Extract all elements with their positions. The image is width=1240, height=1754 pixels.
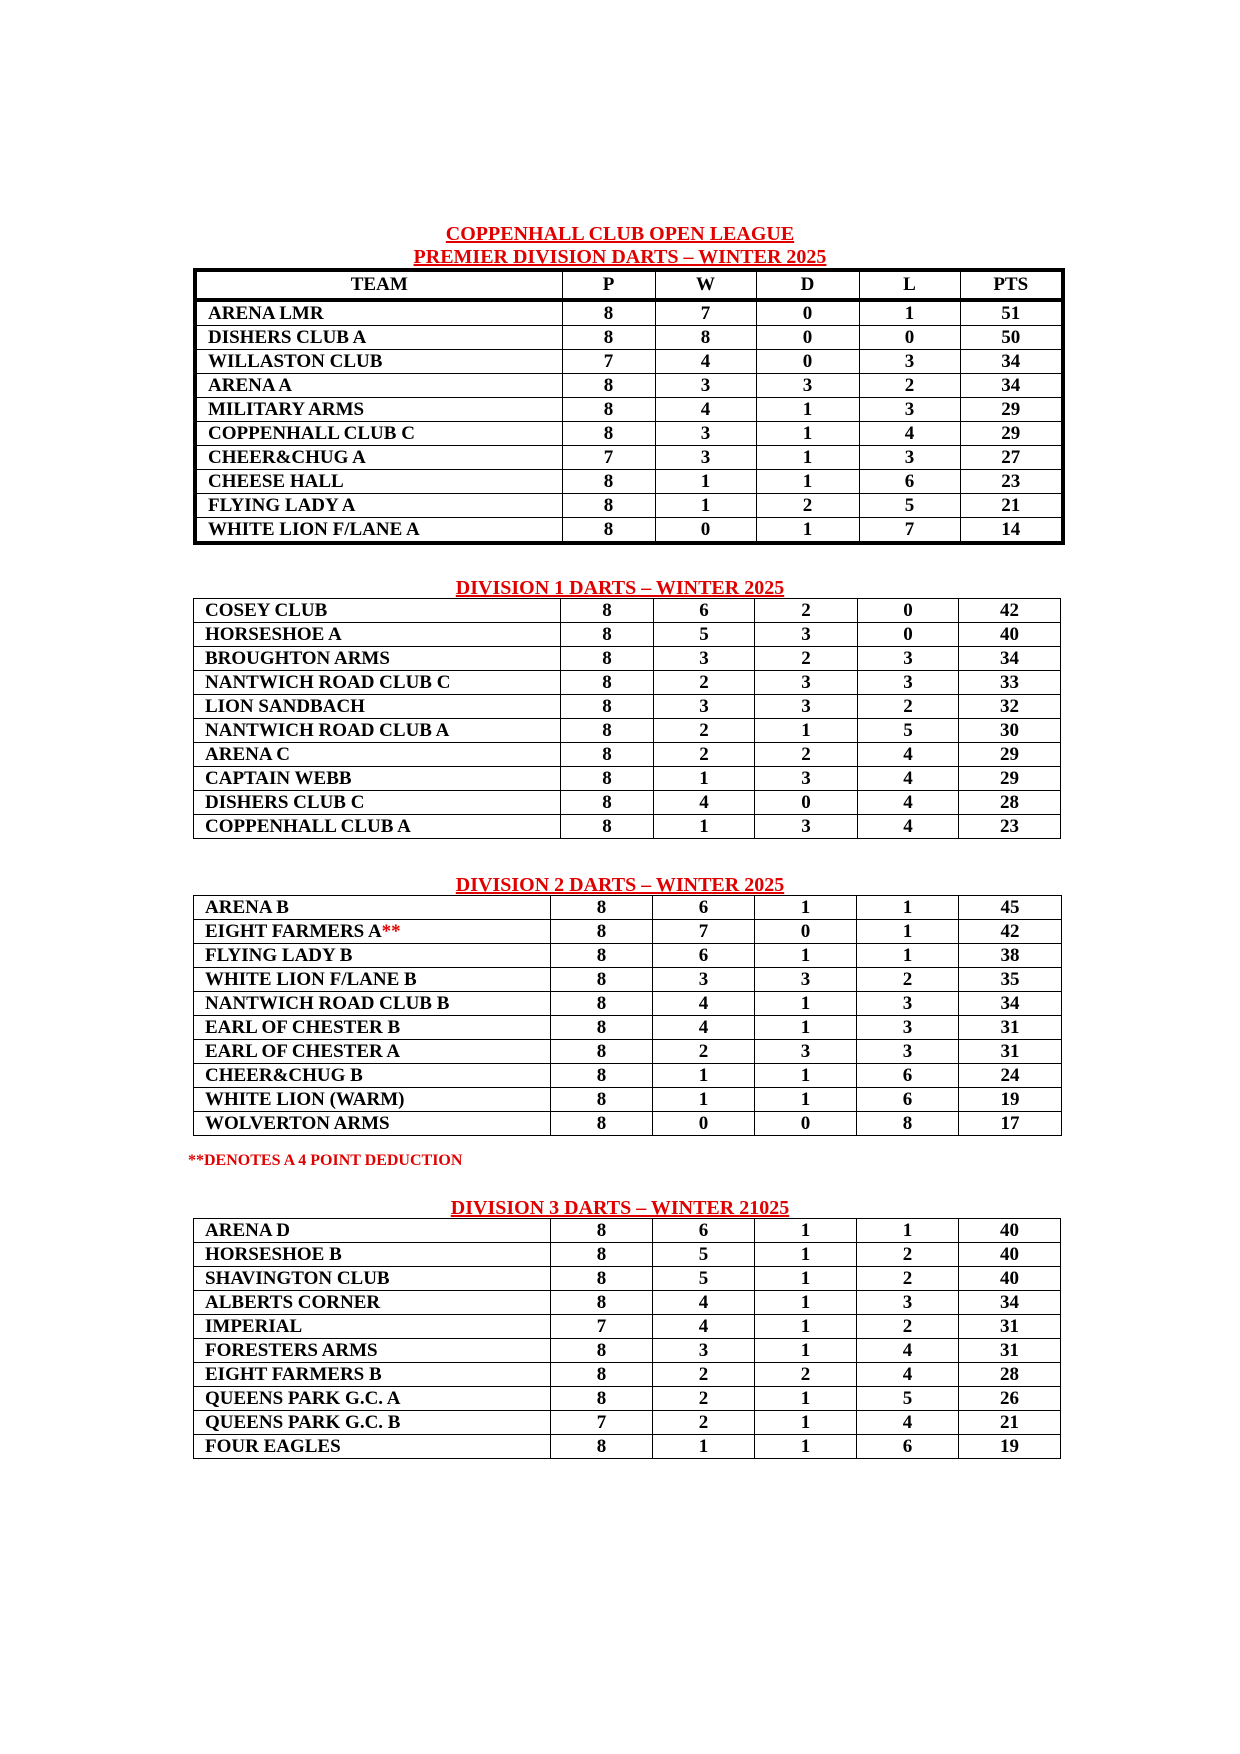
table-row — [194, 767, 1061, 791]
points-cell: 32 — [959, 695, 1061, 719]
division-3-table — [193, 1218, 1061, 1459]
division-1-table — [193, 598, 1061, 839]
lost-cell: 7 — [859, 518, 960, 544]
lost-cell: 4 — [859, 422, 960, 446]
won-cell: 3 — [655, 446, 756, 470]
division-2-heading: DIVISION 2 DARTS – WINTER 2025 — [455, 874, 785, 896]
played-cell: 8 — [551, 1363, 653, 1387]
played-cell: 7 — [551, 1411, 653, 1435]
points-cell: 40 — [959, 1219, 1061, 1243]
lost-cell: 3 — [857, 1291, 959, 1315]
points-cell: 40 — [959, 1243, 1061, 1267]
table-row — [195, 446, 1063, 470]
lost-cell: 5 — [858, 719, 959, 743]
lost-cell: 3 — [859, 398, 960, 422]
table-row — [194, 920, 1062, 944]
won-cell: 1 — [655, 494, 756, 518]
points-cell: 29 — [960, 422, 1063, 446]
won-cell: 2 — [654, 671, 755, 695]
won-cell: 3 — [654, 647, 755, 671]
team-name: ARENA C — [194, 743, 561, 767]
drawn-cell: 2 — [755, 599, 858, 623]
played-cell: 8 — [551, 1435, 653, 1459]
points-cell: 51 — [960, 300, 1063, 326]
drawn-cell: 0 — [756, 300, 859, 326]
table-row — [194, 647, 1061, 671]
won-cell: 4 — [653, 992, 755, 1016]
played-cell: 7 — [562, 446, 655, 470]
drawn-cell: 1 — [755, 1088, 857, 1112]
lost-cell: 1 — [857, 896, 959, 920]
drawn-cell: 3 — [755, 1040, 857, 1064]
team-name: WHITE LION F/LANE B — [194, 968, 551, 992]
won-cell: 2 — [653, 1040, 755, 1064]
won-cell: 8 — [655, 326, 756, 350]
drawn-cell: 1 — [755, 1219, 857, 1243]
played-cell: 8 — [551, 1040, 653, 1064]
played-cell: 8 — [551, 1291, 653, 1315]
played-cell: 8 — [561, 671, 654, 695]
won-cell: 7 — [653, 920, 755, 944]
played-cell: 8 — [562, 422, 655, 446]
drawn-cell: 1 — [755, 1064, 857, 1088]
points-cell: 31 — [959, 1016, 1062, 1040]
won-cell: 5 — [654, 623, 755, 647]
drawn-cell: 2 — [755, 647, 858, 671]
table-row — [194, 1112, 1062, 1136]
points-cell: 21 — [960, 494, 1063, 518]
points-cell: 19 — [959, 1435, 1061, 1459]
team-name: ARENA B — [194, 896, 551, 920]
table-row — [194, 1243, 1061, 1267]
team-name: ALBERTS CORNER — [194, 1291, 551, 1315]
played-cell: 8 — [562, 374, 655, 398]
table-row — [194, 1435, 1061, 1459]
team-name: EARL OF CHESTER A — [194, 1040, 551, 1064]
lost-cell: 5 — [857, 1387, 959, 1411]
points-cell: 26 — [959, 1387, 1061, 1411]
drawn-cell: 0 — [755, 791, 858, 815]
won-cell: 3 — [655, 374, 756, 398]
points-cell: 28 — [959, 1363, 1061, 1387]
team-name: COSEY CLUB — [194, 599, 561, 623]
table-row — [195, 326, 1063, 350]
points-cell: 29 — [959, 743, 1061, 767]
team-name: EIGHT FARMERS B — [194, 1363, 551, 1387]
deduction-marker: ** — [381, 920, 401, 942]
lost-cell: 1 — [857, 920, 959, 944]
table-row — [195, 470, 1063, 494]
team-name: CHEER&CHUG A — [195, 446, 562, 470]
team-name: NANTWICH ROAD CLUB B — [194, 992, 551, 1016]
won-cell: 6 — [653, 1219, 755, 1243]
points-cell: 23 — [959, 815, 1061, 839]
drawn-cell: 1 — [756, 446, 859, 470]
table-row — [194, 968, 1062, 992]
team-name: IMPERIAL — [194, 1315, 551, 1339]
table-row — [195, 350, 1063, 374]
team-name: BROUGHTON ARMS — [194, 647, 561, 671]
lost-cell: 4 — [858, 743, 959, 767]
lost-cell: 8 — [857, 1112, 959, 1136]
played-cell: 8 — [551, 1219, 653, 1243]
team-name: QUEENS PARK G.C. A — [194, 1387, 551, 1411]
drawn-cell: 1 — [755, 1387, 857, 1411]
column-header-team: TEAM — [195, 270, 562, 300]
played-cell: 8 — [562, 470, 655, 494]
points-cell: 28 — [959, 791, 1061, 815]
drawn-cell: 3 — [755, 623, 858, 647]
team-name: FOUR EAGLES — [194, 1435, 551, 1459]
points-cell: 19 — [959, 1088, 1062, 1112]
played-cell: 8 — [561, 815, 654, 839]
points-cell: 40 — [959, 623, 1061, 647]
points-cell: 21 — [959, 1411, 1061, 1435]
won-cell: 1 — [655, 470, 756, 494]
points-cell: 31 — [959, 1339, 1061, 1363]
played-cell: 8 — [551, 968, 653, 992]
played-cell: 8 — [551, 1112, 653, 1136]
drawn-cell: 2 — [756, 494, 859, 518]
table-row — [194, 1088, 1062, 1112]
table-row — [194, 1411, 1061, 1435]
points-cell: 35 — [959, 968, 1062, 992]
team-name: SHAVINGTON CLUB — [194, 1267, 551, 1291]
played-cell: 8 — [561, 599, 654, 623]
drawn-cell: 3 — [755, 671, 858, 695]
table-row — [194, 1064, 1062, 1088]
drawn-cell: 0 — [756, 326, 859, 350]
table-row — [194, 1387, 1061, 1411]
drawn-cell: 1 — [755, 1267, 857, 1291]
table-row — [194, 695, 1061, 719]
premier-division-table — [193, 268, 1065, 545]
team-name: WHITE LION F/LANE A — [195, 518, 562, 544]
points-cell: 29 — [959, 767, 1061, 791]
won-cell: 3 — [653, 968, 755, 992]
won-cell: 2 — [654, 719, 755, 743]
lost-cell: 3 — [858, 671, 959, 695]
won-cell: 7 — [655, 300, 756, 326]
lost-cell: 2 — [857, 968, 959, 992]
played-cell: 8 — [562, 300, 655, 326]
won-cell: 0 — [655, 518, 756, 544]
lost-cell: 3 — [858, 647, 959, 671]
lost-cell: 0 — [858, 623, 959, 647]
points-cell: 40 — [959, 1267, 1061, 1291]
points-cell: 34 — [959, 647, 1061, 671]
team-name: COPPENHALL CLUB C — [195, 422, 562, 446]
division-3-heading: DIVISION 3 DARTS – WINTER 21025 — [450, 1197, 790, 1219]
team-name: MILITARY ARMS — [195, 398, 562, 422]
lost-cell: 2 — [857, 1267, 959, 1291]
table-row — [194, 1219, 1061, 1243]
played-cell: 7 — [551, 1315, 653, 1339]
played-cell: 8 — [562, 398, 655, 422]
team-name: WHITE LION (WARM) — [194, 1088, 551, 1112]
played-cell: 8 — [551, 896, 653, 920]
drawn-cell: 1 — [755, 1291, 857, 1315]
team-name: CAPTAIN WEBB — [194, 767, 561, 791]
drawn-cell: 3 — [755, 815, 858, 839]
points-cell: 31 — [959, 1315, 1061, 1339]
team-name: EIGHT FARMERS A** — [194, 920, 551, 944]
team-name: QUEENS PARK G.C. B — [194, 1411, 551, 1435]
column-header-won: W — [655, 270, 756, 300]
table-row — [194, 671, 1061, 695]
drawn-cell: 1 — [755, 1339, 857, 1363]
team-name: FLYING LADY A — [195, 494, 562, 518]
drawn-cell: 3 — [755, 767, 858, 791]
team-name: NANTWICH ROAD CLUB A — [194, 719, 561, 743]
drawn-cell: 1 — [755, 1016, 857, 1040]
won-cell: 1 — [654, 767, 755, 791]
table-row — [194, 1040, 1062, 1064]
column-header-lost: L — [859, 270, 960, 300]
points-cell: 17 — [959, 1112, 1062, 1136]
premier-division-heading: PREMIER DIVISION DARTS – WINTER 2025 — [413, 246, 827, 268]
table-row — [194, 815, 1061, 839]
table-row — [194, 743, 1061, 767]
team-name: HORSESHOE B — [194, 1243, 551, 1267]
points-cell: 34 — [959, 1291, 1061, 1315]
team-name: CHEESE HALL — [195, 470, 562, 494]
team-name: CHEER&CHUG B — [194, 1064, 551, 1088]
lost-cell: 2 — [857, 1315, 959, 1339]
won-cell: 2 — [653, 1411, 755, 1435]
won-cell: 4 — [655, 398, 756, 422]
drawn-cell: 0 — [755, 920, 857, 944]
points-cell: 27 — [960, 446, 1063, 470]
won-cell: 4 — [655, 350, 756, 374]
lost-cell: 1 — [857, 944, 959, 968]
table-header-row — [195, 270, 1063, 300]
table-row — [195, 494, 1063, 518]
won-cell: 4 — [653, 1291, 755, 1315]
won-cell: 1 — [653, 1435, 755, 1459]
table-row — [194, 1363, 1061, 1387]
drawn-cell: 1 — [756, 422, 859, 446]
lost-cell: 2 — [857, 1243, 959, 1267]
table-row — [195, 300, 1063, 326]
won-cell: 4 — [653, 1315, 755, 1339]
lost-cell: 4 — [857, 1363, 959, 1387]
column-header-drawn: D — [756, 270, 859, 300]
table-row — [194, 1339, 1061, 1363]
lost-cell: 5 — [859, 494, 960, 518]
lost-cell: 0 — [858, 599, 959, 623]
won-cell: 5 — [653, 1267, 755, 1291]
drawn-cell: 1 — [756, 470, 859, 494]
drawn-cell: 1 — [755, 1315, 857, 1339]
drawn-cell: 3 — [755, 695, 858, 719]
team-name: FLYING LADY B — [194, 944, 551, 968]
played-cell: 8 — [561, 623, 654, 647]
lost-cell: 6 — [857, 1064, 959, 1088]
played-cell: 8 — [551, 920, 653, 944]
points-cell: 34 — [960, 350, 1063, 374]
division-2-table — [193, 895, 1062, 1136]
drawn-cell: 0 — [756, 350, 859, 374]
drawn-cell: 1 — [755, 992, 857, 1016]
team-name: HORSESHOE A — [194, 623, 561, 647]
played-cell: 8 — [562, 326, 655, 350]
won-cell: 2 — [653, 1363, 755, 1387]
team-name: FORESTERS ARMS — [194, 1339, 551, 1363]
lost-cell: 2 — [858, 695, 959, 719]
lost-cell: 1 — [857, 1219, 959, 1243]
team-name: DISHERS CLUB C — [194, 791, 561, 815]
points-cell: 45 — [959, 896, 1062, 920]
points-cell: 38 — [959, 944, 1062, 968]
played-cell: 8 — [551, 1387, 653, 1411]
lost-cell: 3 — [857, 1016, 959, 1040]
drawn-cell: 1 — [756, 518, 859, 544]
drawn-cell: 3 — [756, 374, 859, 398]
table-row — [194, 623, 1061, 647]
team-name: NANTWICH ROAD CLUB C — [194, 671, 561, 695]
table-row — [194, 1016, 1062, 1040]
points-cell: 30 — [959, 719, 1061, 743]
table-row — [194, 896, 1062, 920]
table-row — [195, 422, 1063, 446]
lost-cell: 6 — [857, 1435, 959, 1459]
won-cell: 6 — [654, 599, 755, 623]
team-name: WOLVERTON ARMS — [194, 1112, 551, 1136]
played-cell: 8 — [551, 1267, 653, 1291]
points-cell: 42 — [959, 599, 1061, 623]
column-header-points: PTS — [960, 270, 1063, 300]
table-row — [194, 1315, 1061, 1339]
lost-cell: 4 — [857, 1411, 959, 1435]
drawn-cell: 1 — [755, 896, 857, 920]
won-cell: 3 — [653, 1339, 755, 1363]
lost-cell: 4 — [858, 815, 959, 839]
division-1-heading: DIVISION 1 DARTS – WINTER 2025 — [455, 577, 785, 599]
won-cell: 5 — [653, 1243, 755, 1267]
team-name: LION SANDBACH — [194, 695, 561, 719]
table-row — [194, 992, 1062, 1016]
team-name: DISHERS CLUB A — [195, 326, 562, 350]
table-row — [195, 374, 1063, 398]
table-row — [194, 599, 1061, 623]
lost-cell: 3 — [859, 446, 960, 470]
drawn-cell: 1 — [755, 1435, 857, 1459]
played-cell: 8 — [551, 1243, 653, 1267]
won-cell: 0 — [653, 1112, 755, 1136]
table-row — [194, 1291, 1061, 1315]
played-cell: 8 — [561, 743, 654, 767]
table-row — [195, 518, 1063, 544]
lost-cell: 4 — [857, 1339, 959, 1363]
played-cell: 8 — [562, 494, 655, 518]
played-cell: 8 — [561, 695, 654, 719]
points-cell: 34 — [959, 992, 1062, 1016]
points-cell: 42 — [959, 920, 1062, 944]
lost-cell: 4 — [858, 791, 959, 815]
table-row — [194, 1267, 1061, 1291]
won-cell: 6 — [653, 944, 755, 968]
won-cell: 4 — [653, 1016, 755, 1040]
drawn-cell: 0 — [755, 1112, 857, 1136]
played-cell: 8 — [551, 1339, 653, 1363]
team-name: EARL OF CHESTER B — [194, 1016, 551, 1040]
lost-cell: 0 — [859, 326, 960, 350]
played-cell: 8 — [551, 944, 653, 968]
table-row — [195, 398, 1063, 422]
drawn-cell: 2 — [755, 1363, 857, 1387]
drawn-cell: 1 — [756, 398, 859, 422]
table-row — [194, 791, 1061, 815]
points-cell: 29 — [960, 398, 1063, 422]
played-cell: 8 — [562, 518, 655, 544]
points-cell: 50 — [960, 326, 1063, 350]
played-cell: 8 — [561, 767, 654, 791]
played-cell: 8 — [551, 992, 653, 1016]
drawn-cell: 1 — [755, 944, 857, 968]
played-cell: 8 — [551, 1064, 653, 1088]
points-cell: 31 — [959, 1040, 1062, 1064]
team-name: COPPENHALL CLUB A — [194, 815, 561, 839]
played-cell: 8 — [551, 1088, 653, 1112]
won-cell: 2 — [654, 743, 755, 767]
lost-cell: 1 — [859, 300, 960, 326]
lost-cell: 4 — [858, 767, 959, 791]
played-cell: 8 — [551, 1016, 653, 1040]
lost-cell: 3 — [859, 350, 960, 374]
league-title: COPPENHALL CLUB OPEN LEAGUE — [445, 223, 795, 245]
team-name: ARENA D — [194, 1219, 551, 1243]
won-cell: 1 — [653, 1088, 755, 1112]
drawn-cell: 1 — [755, 1243, 857, 1267]
team-name: ARENA LMR — [195, 300, 562, 326]
lost-cell: 2 — [859, 374, 960, 398]
played-cell: 8 — [561, 719, 654, 743]
points-cell: 34 — [960, 374, 1063, 398]
won-cell: 6 — [653, 896, 755, 920]
column-header-played: P — [562, 270, 655, 300]
points-cell: 23 — [960, 470, 1063, 494]
drawn-cell: 1 — [755, 1411, 857, 1435]
played-cell: 8 — [561, 791, 654, 815]
points-cell: 33 — [959, 671, 1061, 695]
lost-cell: 3 — [857, 1040, 959, 1064]
drawn-cell: 1 — [755, 719, 858, 743]
won-cell: 3 — [654, 695, 755, 719]
deduction-footnote: **DENOTES A 4 POINT DEDUCTION — [188, 1152, 463, 1169]
won-cell: 4 — [654, 791, 755, 815]
table-row — [194, 719, 1061, 743]
team-name: WILLASTON CLUB — [195, 350, 562, 374]
played-cell: 7 — [562, 350, 655, 374]
played-cell: 8 — [561, 647, 654, 671]
lost-cell: 6 — [859, 470, 960, 494]
team-name: ARENA A — [195, 374, 562, 398]
lost-cell: 3 — [857, 992, 959, 1016]
lost-cell: 6 — [857, 1088, 959, 1112]
won-cell: 1 — [653, 1064, 755, 1088]
won-cell: 1 — [654, 815, 755, 839]
won-cell: 2 — [653, 1387, 755, 1411]
drawn-cell: 2 — [755, 743, 858, 767]
won-cell: 3 — [655, 422, 756, 446]
points-cell: 14 — [960, 518, 1063, 544]
drawn-cell: 3 — [755, 968, 857, 992]
points-cell: 24 — [959, 1064, 1062, 1088]
table-row — [194, 944, 1062, 968]
